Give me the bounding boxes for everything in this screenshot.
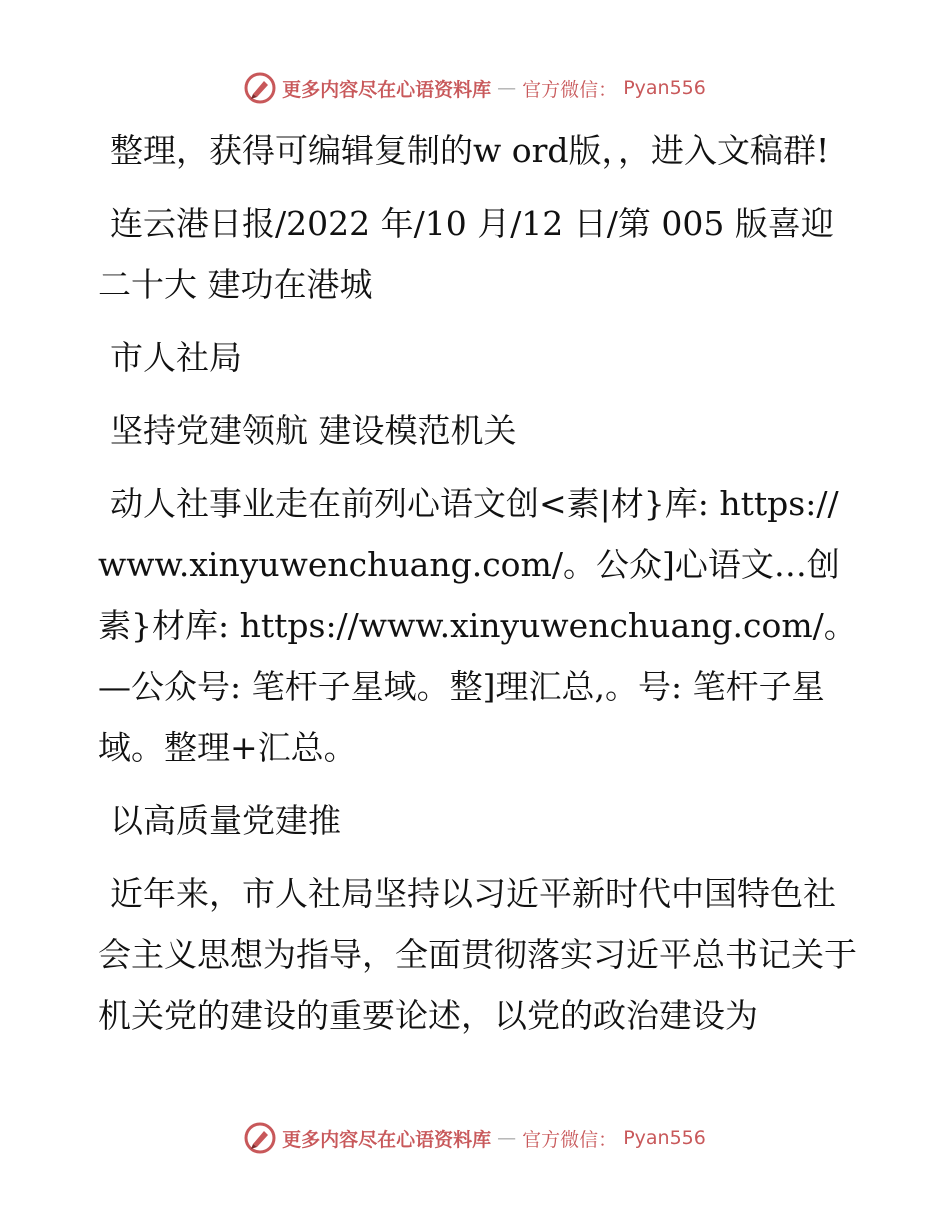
paragraph-subheading: 以高质量党建推 xyxy=(110,801,341,840)
watermark-sub-text: 官方微信： xyxy=(522,78,618,101)
watermark-separator: — xyxy=(497,1127,517,1149)
paragraph-promo: 动人社事业走在前列心语文创<素|材}库: https://www.xinyuwenchuang.com/。公众]心语文…创素}材库: https://www.xinyuwenchuang.com/。—公众号: 笔杆子星域。整]理汇总,。号: 笔杆子星域。整理+汇总。 xyxy=(98,484,857,767)
pen-logo-icon xyxy=(244,1122,276,1154)
paragraph-source: 连云港日报/2022 年/10 月/12 日/第 005 版喜迎二十大 建功在港城 xyxy=(98,204,834,304)
watermark-separator: — xyxy=(497,77,517,99)
watermark-main-text: 更多内容尽在心语资料库 xyxy=(282,78,492,101)
pen-logo-icon xyxy=(244,72,276,104)
paragraph-body: 近年来，市人社局坚持以习近平新时代中国特色社会主义思想为指导，全面贯彻落实习近平总书记关于机关党的建设的重要论述，以党的政治建设为 xyxy=(98,874,857,1035)
watermark-main-text: 更多内容尽在心语资料库 xyxy=(282,1128,492,1151)
paragraph-headline: 坚持党建领航 建设模范机关 xyxy=(110,411,517,450)
watermark-wechat-id: Pyan556 xyxy=(623,1127,706,1149)
watermark-header xyxy=(0,72,950,104)
document-body xyxy=(98,120,858,1058)
paragraph-intro: 整理，获得可编辑复制的w ord版，，进入文稿群! xyxy=(110,131,830,170)
paragraph-department: 市人社局 xyxy=(110,338,242,377)
watermark-footer xyxy=(0,1122,950,1154)
watermark-sub-text: 官方微信： xyxy=(522,1128,618,1151)
watermark-wechat-id: Pyan556 xyxy=(623,77,706,99)
